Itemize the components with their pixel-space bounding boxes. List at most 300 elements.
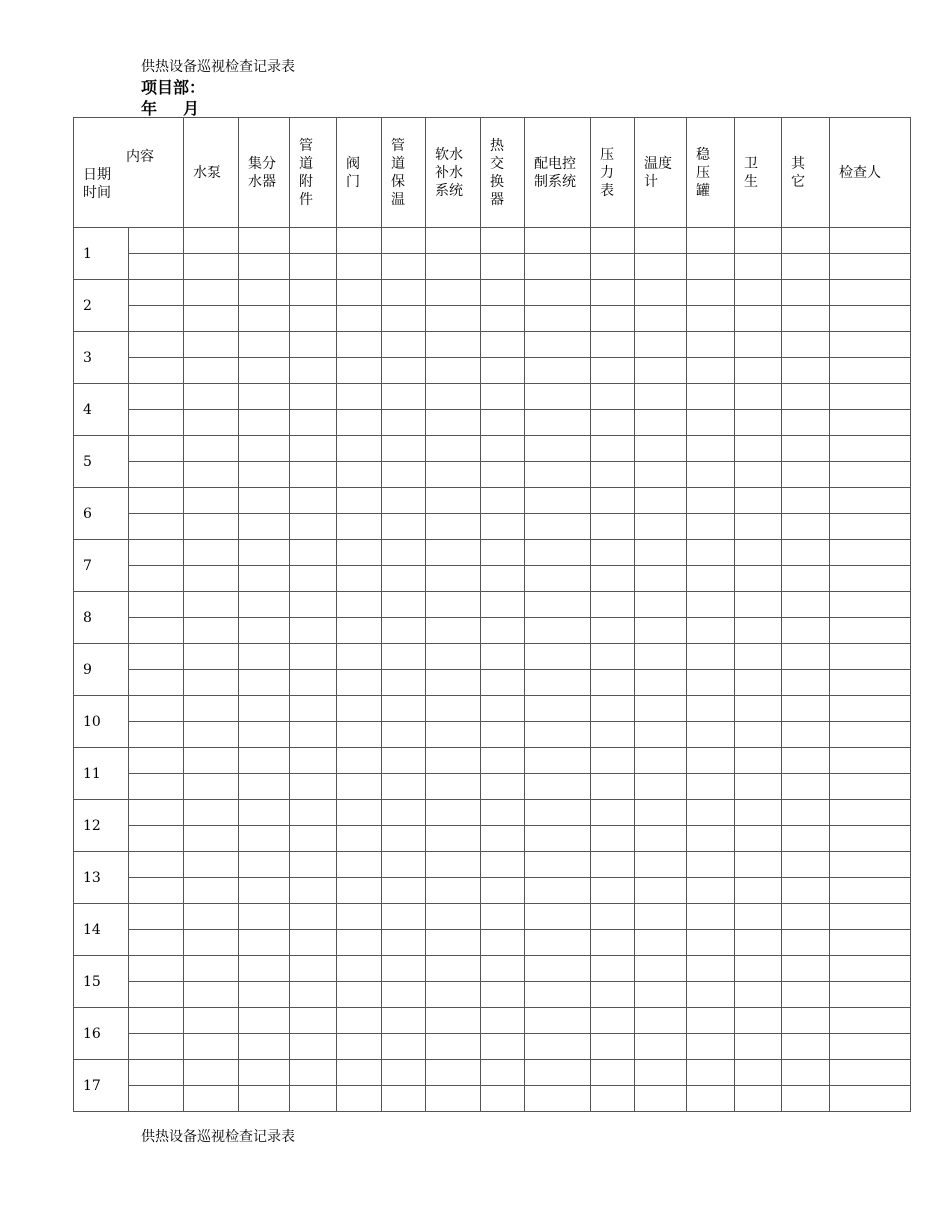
entry-cell[interactable] [591,904,635,930]
entry-cell[interactable] [239,436,290,462]
entry-cell[interactable] [782,254,830,280]
entry-cell[interactable] [830,488,911,514]
entry-cell[interactable] [687,436,735,462]
entry-cell[interactable] [184,670,239,696]
entry-cell[interactable] [525,254,591,280]
entry-cell[interactable] [184,358,239,384]
entry-cell[interactable] [382,904,426,930]
entry-cell[interactable] [830,982,911,1008]
entry-cell[interactable] [591,826,635,852]
entry-cell[interactable] [239,410,290,436]
time-cell[interactable] [129,696,184,722]
entry-cell[interactable] [337,488,382,514]
entry-cell[interactable] [481,670,525,696]
time-cell[interactable] [129,618,184,644]
entry-cell[interactable] [382,384,426,410]
entry-cell[interactable] [239,826,290,852]
entry-cell[interactable] [337,280,382,306]
entry-cell[interactable] [426,956,481,982]
entry-cell[interactable] [382,358,426,384]
entry-cell[interactable] [525,514,591,540]
entry-cell[interactable] [382,800,426,826]
entry-cell[interactable] [591,1060,635,1086]
entry-cell[interactable] [337,410,382,436]
entry-cell[interactable] [687,228,735,254]
entry-cell[interactable] [239,1086,290,1112]
entry-cell[interactable] [735,488,782,514]
entry-cell[interactable] [382,280,426,306]
time-cell[interactable] [129,358,184,384]
entry-cell[interactable] [525,280,591,306]
entry-cell[interactable] [426,488,481,514]
entry-cell[interactable] [184,488,239,514]
entry-cell[interactable] [290,254,337,280]
time-cell[interactable] [129,592,184,618]
entry-cell[interactable] [525,384,591,410]
entry-cell[interactable] [782,436,830,462]
entry-cell[interactable] [525,904,591,930]
entry-cell[interactable] [337,904,382,930]
entry-cell[interactable] [426,1060,481,1086]
entry-cell[interactable] [337,306,382,332]
entry-cell[interactable] [337,566,382,592]
entry-cell[interactable] [290,488,337,514]
entry-cell[interactable] [239,722,290,748]
entry-cell[interactable] [426,982,481,1008]
entry-cell[interactable] [687,1034,735,1060]
entry-cell[interactable] [830,956,911,982]
entry-cell[interactable] [687,488,735,514]
entry-cell[interactable] [525,410,591,436]
entry-cell[interactable] [635,852,687,878]
entry-cell[interactable] [687,878,735,904]
entry-cell[interactable] [735,982,782,1008]
entry-cell[interactable] [635,826,687,852]
entry-cell[interactable] [830,436,911,462]
entry-cell[interactable] [426,696,481,722]
entry-cell[interactable] [735,670,782,696]
time-cell[interactable] [129,1034,184,1060]
time-cell[interactable] [129,1008,184,1034]
entry-cell[interactable] [525,930,591,956]
entry-cell[interactable] [635,1060,687,1086]
entry-cell[interactable] [525,1034,591,1060]
entry-cell[interactable] [591,566,635,592]
entry-cell[interactable] [382,514,426,540]
entry-cell[interactable] [426,800,481,826]
entry-cell[interactable] [337,982,382,1008]
entry-cell[interactable] [591,384,635,410]
entry-cell[interactable] [782,358,830,384]
entry-cell[interactable] [481,462,525,488]
entry-cell[interactable] [481,306,525,332]
entry-cell[interactable] [782,722,830,748]
entry-cell[interactable] [290,722,337,748]
entry-cell[interactable] [481,488,525,514]
entry-cell[interactable] [184,514,239,540]
entry-cell[interactable] [426,930,481,956]
entry-cell[interactable] [830,1034,911,1060]
entry-cell[interactable] [290,930,337,956]
entry-cell[interactable] [830,722,911,748]
entry-cell[interactable] [635,332,687,358]
entry-cell[interactable] [687,618,735,644]
entry-cell[interactable] [382,722,426,748]
entry-cell[interactable] [525,1086,591,1112]
entry-cell[interactable] [591,540,635,566]
entry-cell[interactable] [337,462,382,488]
entry-cell[interactable] [290,1034,337,1060]
time-cell[interactable] [129,982,184,1008]
entry-cell[interactable] [184,904,239,930]
entry-cell[interactable] [481,566,525,592]
entry-cell[interactable] [481,1034,525,1060]
entry-cell[interactable] [184,930,239,956]
entry-cell[interactable] [830,800,911,826]
entry-cell[interactable] [635,280,687,306]
entry-cell[interactable] [635,358,687,384]
entry-cell[interactable] [184,306,239,332]
entry-cell[interactable] [239,878,290,904]
entry-cell[interactable] [735,1034,782,1060]
entry-cell[interactable] [687,1086,735,1112]
entry-cell[interactable] [337,930,382,956]
entry-cell[interactable] [382,332,426,358]
entry-cell[interactable] [290,280,337,306]
entry-cell[interactable] [687,670,735,696]
entry-cell[interactable] [184,1086,239,1112]
entry-cell[interactable] [830,566,911,592]
entry-cell[interactable] [635,436,687,462]
entry-cell[interactable] [635,254,687,280]
entry-cell[interactable] [290,644,337,670]
entry-cell[interactable] [525,878,591,904]
entry-cell[interactable] [687,306,735,332]
entry-cell[interactable] [525,228,591,254]
entry-cell[interactable] [290,566,337,592]
entry-cell[interactable] [525,1060,591,1086]
entry-cell[interactable] [735,722,782,748]
entry-cell[interactable] [426,436,481,462]
entry-cell[interactable] [337,618,382,644]
entry-cell[interactable] [426,254,481,280]
time-cell[interactable] [129,670,184,696]
entry-cell[interactable] [687,514,735,540]
entry-cell[interactable] [426,852,481,878]
entry-cell[interactable] [382,618,426,644]
entry-cell[interactable] [525,540,591,566]
entry-cell[interactable] [830,774,911,800]
entry-cell[interactable] [687,566,735,592]
entry-cell[interactable] [382,254,426,280]
entry-cell[interactable] [290,800,337,826]
entry-cell[interactable] [382,1060,426,1086]
time-cell[interactable] [129,644,184,670]
entry-cell[interactable] [735,228,782,254]
entry-cell[interactable] [635,904,687,930]
entry-cell[interactable] [782,878,830,904]
entry-cell[interactable] [481,722,525,748]
entry-cell[interactable] [735,826,782,852]
entry-cell[interactable] [337,956,382,982]
entry-cell[interactable] [184,618,239,644]
entry-cell[interactable] [687,358,735,384]
entry-cell[interactable] [782,1060,830,1086]
entry-cell[interactable] [735,410,782,436]
time-cell[interactable] [129,930,184,956]
entry-cell[interactable] [782,852,830,878]
entry-cell[interactable] [184,592,239,618]
entry-cell[interactable] [735,930,782,956]
entry-cell[interactable] [635,410,687,436]
entry-cell[interactable] [481,696,525,722]
entry-cell[interactable] [290,1008,337,1034]
entry-cell[interactable] [635,696,687,722]
entry-cell[interactable] [591,1086,635,1112]
time-cell[interactable] [129,254,184,280]
entry-cell[interactable] [426,566,481,592]
entry-cell[interactable] [426,1086,481,1112]
entry-cell[interactable] [525,722,591,748]
entry-cell[interactable] [426,878,481,904]
entry-cell[interactable] [184,644,239,670]
entry-cell[interactable] [782,332,830,358]
entry-cell[interactable] [782,618,830,644]
entry-cell[interactable] [525,436,591,462]
entry-cell[interactable] [525,1008,591,1034]
entry-cell[interactable] [337,540,382,566]
entry-cell[interactable] [830,228,911,254]
entry-cell[interactable] [184,982,239,1008]
entry-cell[interactable] [635,462,687,488]
entry-cell[interactable] [782,774,830,800]
entry-cell[interactable] [426,826,481,852]
entry-cell[interactable] [239,930,290,956]
entry-cell[interactable] [239,384,290,410]
entry-cell[interactable] [735,358,782,384]
time-cell[interactable] [129,956,184,982]
entry-cell[interactable] [525,800,591,826]
entry-cell[interactable] [382,696,426,722]
entry-cell[interactable] [830,826,911,852]
entry-cell[interactable] [382,566,426,592]
entry-cell[interactable] [687,956,735,982]
entry-cell[interactable] [782,462,830,488]
entry-cell[interactable] [426,748,481,774]
entry-cell[interactable] [782,982,830,1008]
entry-cell[interactable] [290,410,337,436]
entry-cell[interactable] [239,982,290,1008]
entry-cell[interactable] [290,1060,337,1086]
entry-cell[interactable] [481,774,525,800]
entry-cell[interactable] [525,566,591,592]
entry-cell[interactable] [635,644,687,670]
entry-cell[interactable] [239,228,290,254]
entry-cell[interactable] [635,306,687,332]
entry-cell[interactable] [830,904,911,930]
entry-cell[interactable] [382,774,426,800]
entry-cell[interactable] [525,358,591,384]
entry-cell[interactable] [591,462,635,488]
entry-cell[interactable] [426,904,481,930]
entry-cell[interactable] [290,878,337,904]
entry-cell[interactable] [184,722,239,748]
entry-cell[interactable] [525,774,591,800]
entry-cell[interactable] [426,540,481,566]
entry-cell[interactable] [337,1060,382,1086]
entry-cell[interactable] [735,384,782,410]
entry-cell[interactable] [782,410,830,436]
entry-cell[interactable] [830,410,911,436]
entry-cell[interactable] [735,878,782,904]
entry-cell[interactable] [184,748,239,774]
time-cell[interactable] [129,748,184,774]
entry-cell[interactable] [735,1086,782,1112]
entry-cell[interactable] [184,384,239,410]
time-cell[interactable] [129,540,184,566]
entry-cell[interactable] [337,384,382,410]
entry-cell[interactable] [184,826,239,852]
entry-cell[interactable] [782,1008,830,1034]
entry-cell[interactable] [735,852,782,878]
entry-cell[interactable] [239,332,290,358]
entry-cell[interactable] [830,306,911,332]
entry-cell[interactable] [290,514,337,540]
entry-cell[interactable] [239,696,290,722]
entry-cell[interactable] [382,540,426,566]
entry-cell[interactable] [290,956,337,982]
entry-cell[interactable] [735,306,782,332]
entry-cell[interactable] [184,254,239,280]
entry-cell[interactable] [481,1008,525,1034]
entry-cell[interactable] [687,462,735,488]
entry-cell[interactable] [782,1086,830,1112]
entry-cell[interactable] [830,332,911,358]
entry-cell[interactable] [782,670,830,696]
entry-cell[interactable] [184,332,239,358]
time-cell[interactable] [129,722,184,748]
entry-cell[interactable] [239,904,290,930]
entry-cell[interactable] [782,930,830,956]
entry-cell[interactable] [735,904,782,930]
entry-cell[interactable] [735,800,782,826]
entry-cell[interactable] [782,826,830,852]
entry-cell[interactable] [426,228,481,254]
entry-cell[interactable] [635,1086,687,1112]
entry-cell[interactable] [239,774,290,800]
entry-cell[interactable] [525,618,591,644]
entry-cell[interactable] [525,644,591,670]
entry-cell[interactable] [735,696,782,722]
entry-cell[interactable] [239,1060,290,1086]
entry-cell[interactable] [830,1060,911,1086]
entry-cell[interactable] [830,670,911,696]
entry-cell[interactable] [337,358,382,384]
entry-cell[interactable] [382,592,426,618]
entry-cell[interactable] [687,904,735,930]
entry-cell[interactable] [635,566,687,592]
entry-cell[interactable] [635,592,687,618]
entry-cell[interactable] [591,774,635,800]
entry-cell[interactable] [184,800,239,826]
entry-cell[interactable] [782,644,830,670]
entry-cell[interactable] [591,280,635,306]
time-cell[interactable] [129,852,184,878]
entry-cell[interactable] [687,852,735,878]
entry-cell[interactable] [525,462,591,488]
entry-cell[interactable] [782,956,830,982]
entry-cell[interactable] [337,722,382,748]
entry-cell[interactable] [635,800,687,826]
entry-cell[interactable] [687,696,735,722]
entry-cell[interactable] [525,982,591,1008]
entry-cell[interactable] [290,462,337,488]
entry-cell[interactable] [830,1086,911,1112]
entry-cell[interactable] [687,332,735,358]
entry-cell[interactable] [426,280,481,306]
entry-cell[interactable] [735,566,782,592]
entry-cell[interactable] [337,748,382,774]
entry-cell[interactable] [635,618,687,644]
entry-cell[interactable] [635,748,687,774]
entry-cell[interactable] [337,1034,382,1060]
entry-cell[interactable] [635,384,687,410]
entry-cell[interactable] [426,592,481,618]
entry-cell[interactable] [782,488,830,514]
entry-cell[interactable] [481,904,525,930]
entry-cell[interactable] [635,774,687,800]
entry-cell[interactable] [525,488,591,514]
entry-cell[interactable] [735,592,782,618]
entry-cell[interactable] [184,228,239,254]
entry-cell[interactable] [337,852,382,878]
entry-cell[interactable] [525,826,591,852]
entry-cell[interactable] [337,228,382,254]
entry-cell[interactable] [426,618,481,644]
entry-cell[interactable] [830,644,911,670]
entry-cell[interactable] [337,696,382,722]
entry-cell[interactable] [382,1008,426,1034]
entry-cell[interactable] [635,722,687,748]
entry-cell[interactable] [290,332,337,358]
entry-cell[interactable] [591,878,635,904]
entry-cell[interactable] [591,410,635,436]
entry-cell[interactable] [382,644,426,670]
entry-cell[interactable] [635,540,687,566]
entry-cell[interactable] [426,462,481,488]
entry-cell[interactable] [782,566,830,592]
entry-cell[interactable] [830,592,911,618]
entry-cell[interactable] [782,1034,830,1060]
entry-cell[interactable] [591,670,635,696]
entry-cell[interactable] [382,852,426,878]
entry-cell[interactable] [525,956,591,982]
entry-cell[interactable] [290,904,337,930]
entry-cell[interactable] [239,462,290,488]
entry-cell[interactable] [481,748,525,774]
entry-cell[interactable] [337,1008,382,1034]
entry-cell[interactable] [290,306,337,332]
entry-cell[interactable] [239,748,290,774]
entry-cell[interactable] [687,644,735,670]
entry-cell[interactable] [782,306,830,332]
entry-cell[interactable] [481,280,525,306]
entry-cell[interactable] [382,228,426,254]
entry-cell[interactable] [635,488,687,514]
entry-cell[interactable] [481,956,525,982]
entry-cell[interactable] [290,436,337,462]
entry-cell[interactable] [337,774,382,800]
